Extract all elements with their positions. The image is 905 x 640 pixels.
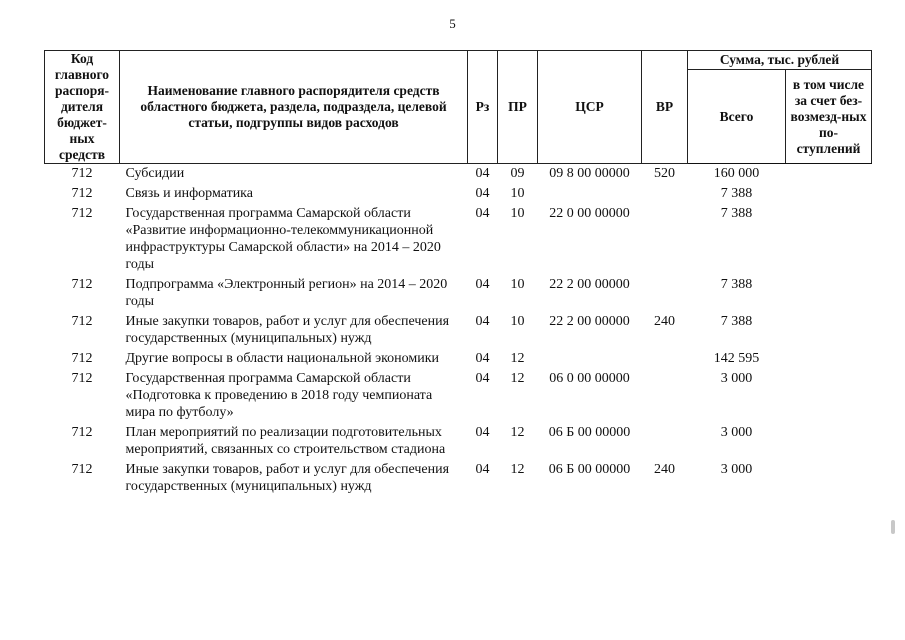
cell-free: [786, 312, 872, 349]
cell-vr: [642, 369, 688, 423]
cell-free: [786, 164, 872, 185]
cell-name: План мероприятий по реализации подготовительных мероприятий, связанных со строительством стадиона: [125, 425, 446, 457]
cell-rz: 04: [475, 166, 490, 181]
cell-vr: [642, 423, 688, 460]
cell-code: 712: [71, 351, 93, 366]
cell-name: Иные закупки товаров, работ и услуг для обеспечения государственных (муниципальных) нужд: [125, 462, 450, 494]
cell-vr: 520: [654, 166, 675, 181]
table-row: [45, 164, 872, 185]
cell-rz: 04: [475, 351, 490, 366]
cell-pr: 12: [510, 351, 525, 366]
budget-table: [44, 50, 872, 497]
cell-total: 7 388: [720, 206, 753, 221]
cell-code: 712: [71, 166, 93, 181]
header-free: в том числе за счет без-возмезд-ных по-ступлений: [786, 70, 872, 164]
cell-rz: 04: [475, 206, 490, 221]
cell-free: [786, 184, 872, 204]
table-row: [45, 369, 872, 423]
cell-code: 712: [71, 206, 93, 221]
cell-vr: [642, 349, 688, 369]
cell-name: Государственная программа Самарской области «Развитие информационно-телекоммуникационной инфраструктуры Самарской области» на 2014 – 2020 годы: [125, 206, 441, 272]
cell-csr: 22 2 00 00000: [549, 277, 630, 292]
cell-total: 7 388: [720, 277, 753, 292]
cell-csr: 06 Б 00 00000: [548, 425, 631, 440]
cell-rz: 04: [475, 314, 490, 329]
cell-pr: 10: [510, 314, 525, 329]
table-row: [45, 275, 872, 312]
cell-free: [786, 275, 872, 312]
cell-free: [786, 369, 872, 423]
table-row: [45, 204, 872, 275]
cell-pr: 10: [510, 186, 525, 201]
cell-rz: 04: [475, 186, 490, 201]
header-vr: ВР: [642, 51, 688, 164]
cell-free: [786, 460, 872, 497]
cell-total: 160 000: [713, 166, 760, 181]
cell-name: Подпрограмма «Электронный регион» на 2014 – 2020 годы: [125, 277, 448, 309]
cell-free: [786, 204, 872, 275]
cell-rz: 04: [475, 277, 490, 292]
cell-vr: [642, 184, 688, 204]
cell-csr: 22 0 00 00000: [549, 206, 630, 221]
cell-pr: 10: [510, 277, 525, 292]
cell-vr: 240: [654, 462, 675, 477]
scan-artifact: [891, 520, 895, 534]
cell-pr: 09: [510, 166, 525, 181]
cell-csr: 09 8 00 00000: [549, 166, 630, 181]
cell-total: 3 000: [720, 425, 753, 440]
cell-pr: 12: [510, 462, 525, 477]
table-row: [45, 349, 872, 369]
header-name: Наименование главного распорядителя средств областного бюджета, раздела, подраздела, целевой статьи, подгруппы видов расходов: [120, 51, 468, 164]
cell-vr: 240: [654, 314, 675, 329]
table-row: [45, 184, 872, 204]
cell-total: 3 000: [720, 462, 753, 477]
header-pr: ПР: [498, 51, 538, 164]
cell-csr: 22 2 00 00000: [549, 314, 630, 329]
cell-total: 3 000: [720, 371, 753, 386]
cell-csr: [538, 349, 642, 369]
cell-free: [786, 349, 872, 369]
cell-name: Государственная программа Самарской области «Подготовка к проведению в 2018 году чемпионата мира по футболу»: [125, 371, 433, 420]
cell-code: 712: [71, 186, 93, 201]
header-rz: Рз: [468, 51, 498, 164]
cell-code: 712: [71, 425, 93, 440]
cell-name: Субсидии: [125, 166, 185, 181]
cell-name: Другие вопросы в области национальной экономики: [125, 351, 440, 366]
table-row: [45, 312, 872, 349]
cell-total: 7 388: [720, 314, 753, 329]
cell-code: 712: [71, 314, 93, 329]
cell-vr: [642, 204, 688, 275]
cell-rz: 04: [475, 462, 490, 477]
cell-pr: 12: [510, 371, 525, 386]
cell-csr: 06 0 00 00000: [549, 371, 630, 386]
header-csr: ЦСР: [538, 51, 642, 164]
cell-pr: 10: [510, 206, 525, 221]
header-sum: Сумма, тыс. рублей: [688, 51, 872, 70]
cell-total: 7 388: [720, 186, 753, 201]
table-body: [45, 164, 872, 498]
cell-name: Иные закупки товаров, работ и услуг для обеспечения государственных (муниципальных) нужд: [125, 314, 450, 346]
header-code: Код главного распоря-дителя бюджет-ных средств: [45, 51, 120, 164]
cell-pr: 12: [510, 425, 525, 440]
cell-csr: [538, 184, 642, 204]
cell-vr: [642, 275, 688, 312]
table-row: [45, 460, 872, 497]
cell-name: Связь и информатика: [125, 186, 253, 201]
cell-rz: 04: [475, 371, 490, 386]
table-row: [45, 423, 872, 460]
cell-rz: 04: [475, 425, 490, 440]
cell-csr: 06 Б 00 00000: [548, 462, 631, 477]
cell-code: 712: [71, 462, 93, 477]
page-number: 5: [449, 16, 456, 31]
header-total: Всего: [688, 70, 786, 164]
cell-total: 142 595: [713, 351, 760, 366]
cell-free: [786, 423, 872, 460]
cell-code: 712: [71, 371, 93, 386]
cell-code: 712: [71, 277, 93, 292]
